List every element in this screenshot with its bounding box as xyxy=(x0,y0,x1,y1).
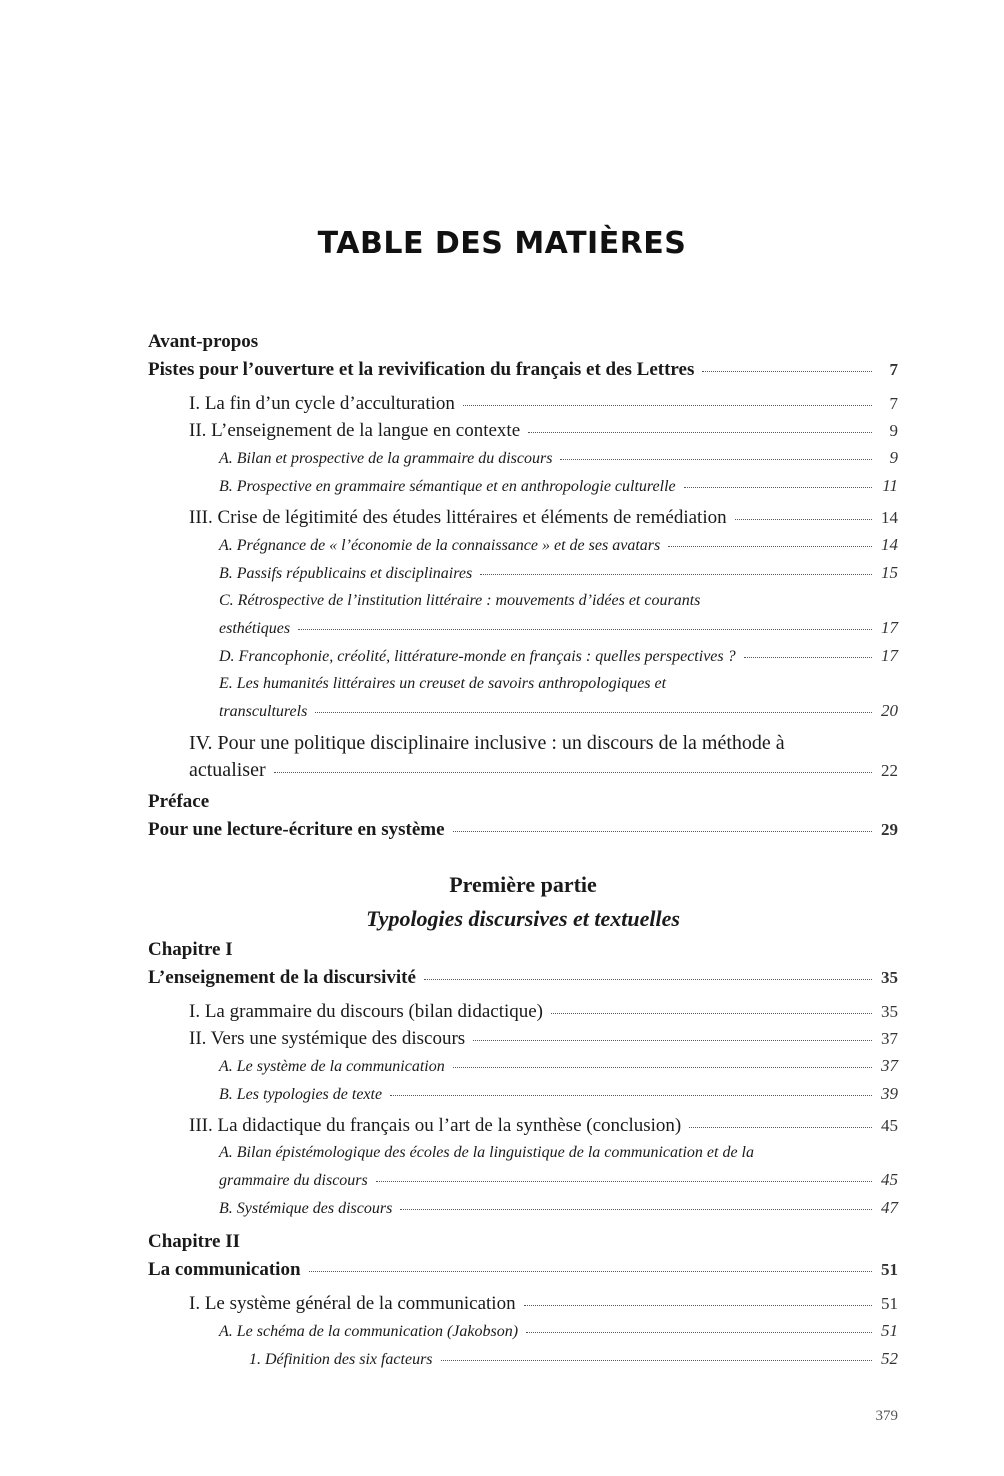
entry-title-line1: A. Bilan épistémologique des écoles de la linguistique de la communication et de la xyxy=(219,1144,754,1161)
entry-title: La communication xyxy=(148,1259,301,1280)
page-number: 9 xyxy=(889,421,898,440)
entry-title: A. Bilan et prospective de la grammaire du discours xyxy=(219,450,553,467)
entry-title: D. Francophonie, créolité, littérature-monde en français : quelles perspectives ? xyxy=(219,648,736,665)
toc-entry-chapter[interactable] xyxy=(148,964,898,992)
page-folio-number: 379 xyxy=(875,1408,898,1424)
toc-entry[interactable] xyxy=(148,390,898,417)
toc-entry-multiline[interactable] xyxy=(148,587,898,642)
entry-title: A. Prégnance de « l’économie de la connaissance » et de ses avatars xyxy=(219,537,661,554)
toc-entry-multiline[interactable] xyxy=(148,1139,898,1194)
page-number: 20 xyxy=(881,701,898,720)
dot-leader xyxy=(526,1331,872,1333)
entry-title: 1. Définition des six facteurs xyxy=(249,1351,433,1368)
part-subtitle: Typologies discursives et textuelles xyxy=(366,906,680,931)
page-number: 11 xyxy=(882,476,898,495)
page-number: 15 xyxy=(881,563,898,582)
entry-title: A. Le système de la communication xyxy=(219,1058,445,1075)
toc-entry-preface[interactable] xyxy=(148,816,898,844)
chapter-label: Chapitre II xyxy=(148,1231,241,1252)
dot-leader xyxy=(315,711,872,713)
dot-leader xyxy=(684,486,872,488)
page-number: 7 xyxy=(889,394,898,413)
entry-title-line2: grammaire du discours xyxy=(219,1172,368,1189)
entry-title: L’enseignement de la discursivité xyxy=(148,967,416,988)
page-number: 29 xyxy=(881,820,898,839)
dot-leader xyxy=(424,978,872,980)
entry-title: I. La fin d’un cycle d’acculturation xyxy=(189,393,455,414)
page-number: 45 xyxy=(881,1170,898,1189)
toc-entry[interactable] xyxy=(148,504,898,531)
page-number: 45 xyxy=(881,1116,898,1135)
dot-leader xyxy=(480,573,872,575)
dot-leader xyxy=(400,1208,872,1210)
entry-title-line2: actualiser xyxy=(189,759,266,781)
entry-title: I. La grammaire du discours (bilan didactique) xyxy=(189,1001,544,1022)
toc-entry[interactable] xyxy=(148,1080,898,1108)
toc-entry[interactable] xyxy=(148,444,898,472)
entry-title: A. Le schéma de la communication (Jakobson) xyxy=(219,1323,519,1340)
dot-leader xyxy=(298,628,872,630)
toc-entry-chapter[interactable] xyxy=(148,1256,898,1284)
entry-title: II. Vers une systémique des discours xyxy=(189,1028,466,1049)
toc-entry[interactable] xyxy=(148,417,898,444)
entry-title: III. Crise de légitimité des études littéraires et éléments de remédiation xyxy=(189,507,727,528)
entry-title-line2: esthétiques xyxy=(219,620,291,637)
entry-title: B. Systémique des discours xyxy=(219,1200,393,1217)
entry-title: III. La didactique du français ou l’art de la synthèse (conclusion) xyxy=(189,1115,682,1136)
dot-leader xyxy=(560,458,872,460)
page-title: TABLE DES MATIÈRES xyxy=(317,226,687,261)
page-number: 22 xyxy=(881,761,898,780)
toc-entry-multiline[interactable] xyxy=(148,670,898,725)
entry-title: Pistes pour l’ouverture et la revivification du français et des Lettres xyxy=(148,359,695,380)
page-number: 35 xyxy=(881,968,898,987)
page-number: 51 xyxy=(881,1260,898,1279)
toc-entry[interactable] xyxy=(148,1025,898,1052)
toc-entry[interactable] xyxy=(148,559,898,587)
toc-entry[interactable] xyxy=(148,1112,898,1139)
dot-leader xyxy=(735,518,872,520)
page-number: 14 xyxy=(881,508,898,527)
page-number: 39 xyxy=(881,1084,898,1103)
dot-leader xyxy=(744,656,872,658)
entry-title-line2: transculturels xyxy=(219,703,308,720)
toc-entry-multiline[interactable] xyxy=(148,730,898,784)
page-number: 52 xyxy=(881,1349,898,1368)
page-number: 35 xyxy=(881,1002,898,1021)
dot-leader xyxy=(376,1180,872,1182)
toc-entry-avant-propos[interactable] xyxy=(148,356,898,384)
page-number: 37 xyxy=(881,1029,898,1048)
section-label-preface: Préface xyxy=(148,791,210,812)
dot-leader xyxy=(274,771,872,773)
entry-title: B. Passifs républicains et disciplinaires xyxy=(219,565,473,582)
entry-title-line1: E. Les humanités littéraires un creuset de savoirs anthropologiques et xyxy=(219,675,667,692)
page-number: 17 xyxy=(881,618,898,637)
dot-leader xyxy=(463,404,872,406)
dot-leader xyxy=(309,1270,872,1272)
page-number: 37 xyxy=(881,1056,898,1075)
toc-entry[interactable] xyxy=(148,1194,898,1222)
dot-leader xyxy=(453,830,872,832)
page-number: 47 xyxy=(881,1198,898,1217)
dot-leader xyxy=(528,431,872,433)
toc-entry[interactable] xyxy=(148,1317,898,1345)
toc-entry[interactable] xyxy=(148,1345,898,1373)
toc-entry[interactable] xyxy=(148,1290,898,1317)
toc-entry[interactable] xyxy=(148,531,898,559)
dot-leader xyxy=(441,1359,872,1361)
chapter-label: Chapitre I xyxy=(148,939,233,960)
page-number: 51 xyxy=(881,1294,898,1313)
toc-entry[interactable] xyxy=(148,472,898,500)
toc-entry[interactable] xyxy=(148,642,898,670)
dot-leader xyxy=(524,1304,872,1306)
toc-entry[interactable] xyxy=(148,998,898,1025)
entry-title-line1: C. Rétrospective de l’institution littéraire : mouvements d’idées et courants xyxy=(219,592,701,609)
entry-title: B. Les typologies de texte xyxy=(219,1086,383,1103)
table-of-contents xyxy=(148,328,898,1373)
dot-leader xyxy=(668,545,872,547)
part-title: Première partie xyxy=(449,872,597,897)
section-label-avant-propos: Avant-propos xyxy=(148,331,259,352)
page-number: 14 xyxy=(881,535,898,554)
dot-leader xyxy=(473,1039,872,1041)
entry-title-line1: IV. Pour une politique disciplinaire inclusive : un discours de la méthode à xyxy=(189,732,785,754)
dot-leader xyxy=(702,370,872,372)
dot-leader xyxy=(453,1066,872,1068)
toc-entry[interactable] xyxy=(148,1052,898,1080)
dot-leader xyxy=(689,1126,872,1128)
page-number: 7 xyxy=(889,360,898,379)
entry-title: B. Prospective en grammaire sémantique et en anthropologie culturelle xyxy=(219,478,676,495)
dot-leader xyxy=(551,1012,872,1014)
page-number: 17 xyxy=(881,646,898,665)
page-number: 51 xyxy=(881,1321,898,1340)
page-number: 9 xyxy=(889,448,898,467)
entry-title: Pour une lecture-écriture en système xyxy=(148,819,445,840)
entry-title: I. Le système général de la communication xyxy=(189,1293,516,1314)
entry-title: II. L’enseignement de la langue en contexte xyxy=(189,420,521,441)
dot-leader xyxy=(390,1094,872,1096)
